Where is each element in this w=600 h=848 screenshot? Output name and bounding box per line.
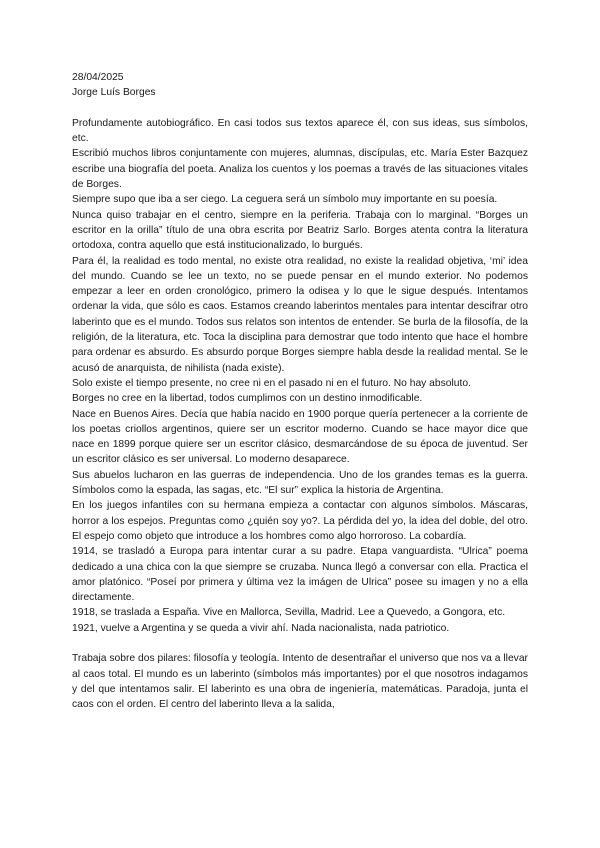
document-page [72,70,528,712]
paragraph-1918: 1918, se traslada a España. Vive en Mallorca, Sevilla, Madrid. Lee a Quevedo, a Gongora, etc. [72,607,506,619]
spacer [72,636,528,651]
paragraph-birth: Nace en Buenos Aires. Decía que había nacido en 1900 porque quería pertenecer a la corriente de los poetas criollos argentinos, quiere ser un escritor moderno. Cuando se hace mayor dice que nace en 1899 porque quiere ser un escritor clásico, desmarcándose de su época de juventud. Ser un escritor clásico es ser universal. Lo moderno desaparece. [72,408,528,466]
paragraph-autobiographic: Profundamente autobiográfico. En casi todos sus textos aparece él, con sus ideas, sus símbolos, etc. [72,117,528,145]
paragraph-1921: 1921, vuelve a Argentina y se queda a vivir ahí. Nada nacionalista, nada patriotico. [72,622,450,634]
paragraph-mental-reality: Para él, la realidad es todo mental, no existe otra realidad, no existe la realidad objetiva, ‘mi’ idea del mundo. Cuando se lee un texto, no se puede pensar en el mundo exterior. No podemos empezar a leer en orden cronológico, primero la odisea y lo que le sigue después. Intentamos ordenar la vida, que sólo es caos. Estamos creando laberintos mentales para intentar descifrar otro laberinto que es el mundo. Todos sus relatos son intentos de entender. Se burla de la filosofía, de la religión, de la literatura, etc. Toca la disciplina para demostrar que todo intento que hace el hombre para ordenar es absurdo. Es absurdo porque Borges siempre habla desde la realidad mental. Se le acusó de anarquista, de nihilista (nada existe). [72,255,528,374]
paragraph-grandparents: Sus abuelos lucharon en las guerras de independencia. Uno de los grandes temas es la guerra. Símbolos como la espada, las sagas, etc. “El sur” explica la historia de Argentina. [72,469,528,497]
paragraph-freedom: Borges no cree en la libertad, todos cumplimos con un destino inmodificable. [72,393,423,405]
paragraph-present-time: Solo existe el tiempo presente, no cree ni en el pasado ni en el futuro. No hay absoluto. [72,377,471,389]
paragraph-pillars: Trabaja sobre dos pilares: filosofía y teología. Intento de desentrañar el universo que nos va a llevar al caos total. El mundo es un laberinto (símbolos más importantes) por el que nosotros indagamos y del que intentamos salir. El laberinto es una obra de ingeniería, matemáticas. Paradoja, junta el caos con el orden. El centro del laberinto lleva a la salida, [72,653,528,711]
paragraph-blindness: Siempre supo que iba a ser ciego. La ceguera será un símbolo muy importante en su poesía. [72,194,498,206]
paragraph-periphery: Nunca quiso trabajar en el centro, siempre en la periferia. Trabaja con lo marginal. “Borges un escritor en la orilla” título de una obra escrita por Beatriz Sarlo. Borges atenta contra la literatura ortodoxa, contra aquello que está institucionalizado, lo burgués. [72,209,528,252]
spacer [72,101,528,116]
document-date: 28/04/2025 [72,72,124,83]
paragraph-1914: 1914, se trasladó a Europa para intentar curar a su padre. Etapa vanguardista. “Ulrica” poema dedicado a una chica con la que siempre se cruzaba. Nunca llegó a conversar con ella. Practica el amor platónico. “Poseí por primera y última vez la imágen de Ulrica” posee su imagen y no a ella directamente. [72,546,528,604]
paragraph-childhood-games: En los juegos infantiles con su hermana empieza a contactar con algunos símbolos. Máscaras, horror a los espejos. Preguntas como ¿quién soy yo?. La pérdida del yo, la idea del doble, del otro. El espejo como objeto que introduce a los hombres como algo horroroso. La cobardía. [72,500,528,542]
document-title: Jorge Luís Borges [72,87,156,99]
paragraph-books-women: Escribió muchos libros conjuntamente con mujeres, alumnas, discípulas, etc. María Ester Bazquez escribe una biografía del poeta. Analiza los cuentos y los poemas a través de las situaciones vitales de Borges. [72,148,528,191]
